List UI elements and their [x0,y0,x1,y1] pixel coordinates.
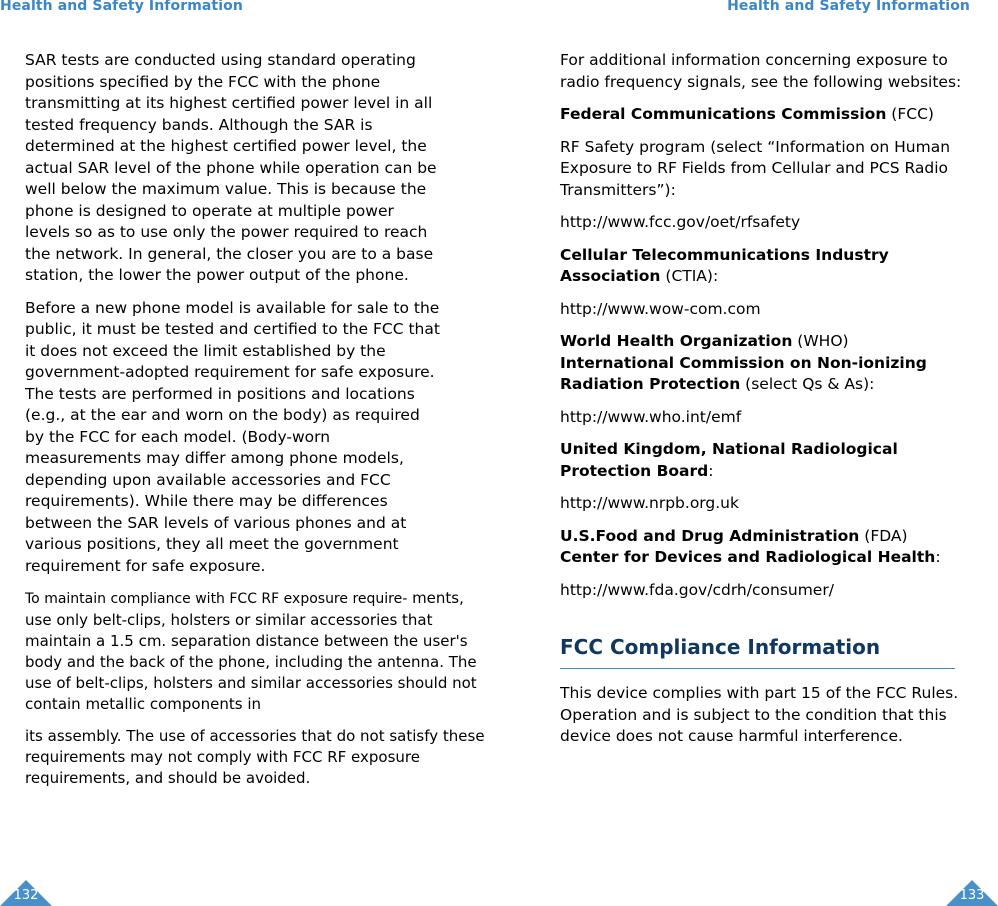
compliance-paragraph-lead: To maintain compliance with FCC RF exposure require- [25,591,408,607]
certification-paragraph: Before a new phone model is available for sale to the public, it must be tested and certified to the FCC that it does not exceed the limit established by the government-adopted requirement for safe exposure. The tests are performed in positions and locations (e.g., at the ear and worn on the body) as required by the FCC for each model. (Body-worn measurements may differ among phone models, depending upon available accessories and FCC requirements). While there may be differences between the SAR levels of various phones and at various positions, they all meet the government requirement for safe exposure. [25,298,440,575]
running-head-right: Health and Safety Information [727,0,970,14]
fcc-org-line [560,104,985,126]
websites-intro: For additional information concerning exposure to radio frequency signals, see the following websites: [560,51,962,91]
compliance-paragraph [25,588,495,715]
fda-abbr: (FDA) [859,526,908,545]
fda-name: U.S.Food and Drug Administration [560,526,860,545]
fcc-compliance-heading: FCC Compliance Information [560,635,955,669]
who-line [560,331,985,396]
accessories-paragraph: its assembly. The use of accessories that do not satisfy these requirements may not comply with FCC RF exposure requirements, and should be avoided. [25,727,485,787]
uk-name: United Kingdom, National Radiological Protection Board [560,440,898,480]
ctia-name: Cellular Telecommunications Industry Association [560,245,889,285]
cdrh-name: Center for Devices and Radiological Health [560,548,936,566]
sar-tests-paragraph: SAR tests are conducted using standard operating positions specified by the FCC with the phone transmitting at its highest certified power level in all tested frequency bands. Although the SAR is determined at the highest certified power level, the actual SAR level of the phone while operation can be well below the maximum value. This is because the phone is designed to operate at multiple power levels so as to use only the power required to reach the network. In general, the closer you are to a base station, the lower the power output of the phone. [25,51,437,284]
right-page [499,0,998,906]
icnirp-rest: (select Qs & As): [740,375,875,393]
fcc-org-name: Federal Communications Commission [560,105,887,123]
who-name: World Health Organization [560,332,793,350]
ctia-line [560,245,985,288]
fcc-url[interactable]: http://www.fcc.gov/oet/rfsafety [560,213,801,231]
page-number-right: 133 [959,888,985,903]
who-abbr: (WHO) [792,332,849,350]
fda-line [560,526,985,569]
page-number-tab-right [946,880,998,906]
page-number-left: 132 [13,888,39,903]
fcc-org-abbr: (FCC) [886,105,934,123]
right-body [560,50,985,759]
icnirp-name: International Commission on Non-ionizing Radiation Protection [560,353,927,393]
who-url[interactable]: http://www.who.int/emf [560,407,742,426]
compliance-paragraph-rest: ments, use only belt-clips, holsters or similar accessories that maintain a 1.5 cm. separation distance between the user's body and the back of the phone, including the antenna. The use of belt-clips, holsters and similar accessories should not contain metallic components in [25,589,477,713]
uk-url[interactable]: http://www.nrpb.org.uk [560,494,739,512]
left-body [25,50,495,800]
uk-rest: : [708,461,714,480]
fcc-compliance-text: This device complies with part 15 of the FCC Rules. Operation and is subject to the condition that this device does not cause harmful interference. [560,684,959,745]
ctia-abbr: (CTIA): [660,267,719,285]
cdrh-rest: : [935,548,941,566]
fcc-program-text: RF Safety program (select “Information on Human Exposure to RF Fields from Cellular and PCS Radio Transmitters”): [560,137,951,199]
ctia-url[interactable]: http://www.wow-com.com [560,299,761,318]
fda-url[interactable]: http://www.fda.gov/cdrh/consumer/ [560,580,834,599]
running-head-left: Health and Safety Information [0,0,243,14]
uk-line [560,439,985,482]
page-number-tab-left [0,880,52,906]
